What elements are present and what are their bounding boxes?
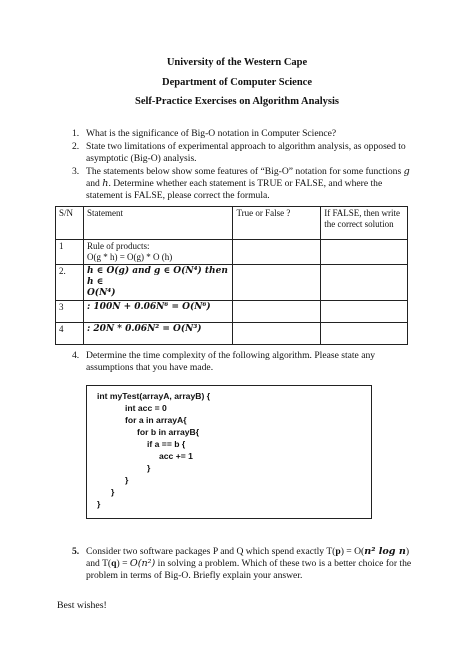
code-line: } [147,463,151,473]
question-3 [72,166,426,202]
department-heading: Department of Computer Science [162,77,312,88]
question-text-line: State two limitations of experimental approach to algorithm analysis, as opposed to [86,141,406,152]
code-line: for b in arrayB{ [137,427,200,437]
sn-cell: 1 [56,240,84,265]
question-1 [72,128,426,140]
question-text-line: Determine the time complexity of the following algorithm. Please state any [86,350,376,361]
answer-cell[interactable] [233,240,321,265]
answer-cell[interactable] [233,301,321,323]
question-text-line: and T(q) = O(n²) in solving a problem. Which of these two is a better choice for the [86,558,412,569]
table-header-cell: Statement [83,207,233,240]
table-header-row [56,207,408,240]
answer-cell[interactable] [233,265,321,301]
code-line: int myTest(arrayA, arrayB) { [97,391,211,401]
question-text-line: assumptions that you have made. [86,362,214,373]
table-header-cell: S/N [56,207,84,240]
statement-cell: : 20N * 0.06N² = O(N³) [83,323,233,345]
table-header-cell: True or False ? [233,207,321,240]
code-line: } [111,487,115,497]
correction-cell[interactable] [321,240,408,265]
document-title: Self-Practice Exercises on Algorithm Analysis [135,96,339,107]
answer-cell[interactable] [233,323,321,345]
code-line: } [97,499,101,509]
sn-cell: 3 [56,301,84,323]
university-heading: University of the Western Cape [166,57,308,68]
question-text-line: problem in terms of Big-O. Briefly explain your answer. [86,570,303,581]
correction-cell[interactable] [321,301,408,323]
question-text-line: statement is FALSE, please correct the formula. [86,190,270,201]
code-line: for a in arrayA{ [125,415,187,425]
question-text-line: The statements below show some features of “Big-O” notation for some functions g [86,166,410,177]
question-text-line: and h. Determine whether each statement is TRUE or FALSE, and where the [86,178,383,189]
question-number: 3. [72,166,80,177]
code-line: } [125,475,129,485]
question-number: 5. [72,546,80,557]
code-line: acc += 1 [159,451,193,461]
table-row [56,265,408,301]
table-row [56,301,408,323]
table-row [56,240,408,265]
code-line: int acc = 0 [125,403,167,413]
question-text-line: asymptotic (Big-O) analysis. [86,153,197,164]
question-text-line: Consider two software packages P and Q which spend exactly T(p) = O(n² log n) [86,546,410,557]
question-number: 4. [72,350,80,361]
table-row [56,323,408,345]
code-line: if a == b { [147,439,186,449]
question-2 [72,141,426,165]
correction-cell[interactable] [321,323,408,345]
question-5 [72,546,436,582]
question-number: 2. [72,141,80,152]
question-text: What is the significance of Big-O notation in Computer Science? [86,128,337,139]
closing-remark: Best wishes! [57,600,107,611]
sn-cell: 4 [56,323,84,345]
question-4 [72,350,426,374]
statements-table [55,206,408,345]
statement-cell: Rule of products: O(g * h) = O(g) * O (h) [83,240,233,265]
sn-cell: 2. [56,265,84,301]
correction-cell[interactable] [321,265,408,301]
table-header-cell: If FALSE, then write the correct solution [321,207,408,240]
statement-cell: : 100N + 0.06N⁶ = O(N⁶) [83,301,233,323]
question-number: 1. [72,128,80,139]
statement-cell: h ∈ O(g) and g ∈ O(N⁴) then h ∈ O(N⁴) [83,265,233,301]
code-listing [86,385,372,519]
